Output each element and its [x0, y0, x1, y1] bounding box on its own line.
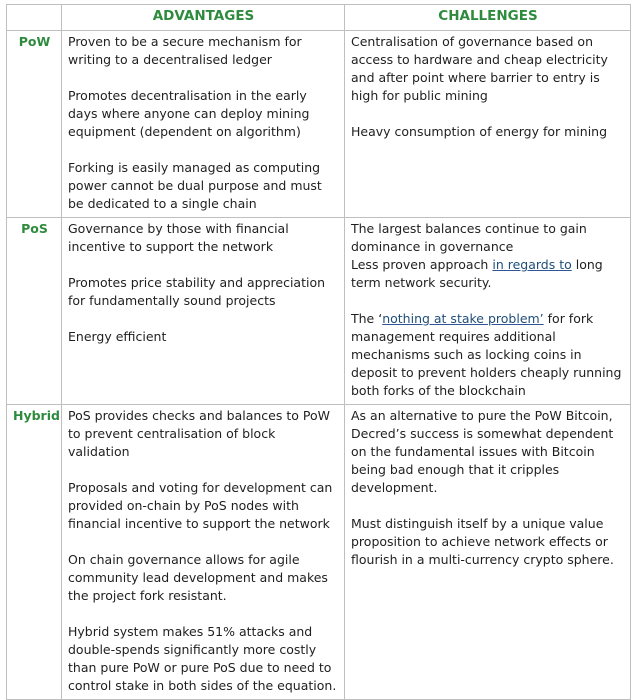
pos-challenge-1: [351, 220, 625, 292]
pos-advantages-cell: [62, 218, 345, 405]
header-row: [7, 5, 631, 31]
hybrid-advantages-cell: [62, 405, 345, 700]
row-label-pow: PoW: [7, 31, 62, 218]
corner-cell: [7, 5, 62, 31]
challenges-header: CHALLENGES: [345, 5, 631, 31]
pos-challenges-cell: [345, 218, 631, 405]
pos-challenge-2-post: for fork management requires additional mechanisms such as locking coins in deposit to prevent holders cheaply running both forks of the blockchain: [351, 311, 622, 398]
pow-challenge-2: Heavy consumption of energy for mining: [351, 124, 608, 139]
pow-advantage-2: Promotes decentralisation in the early days where anyone can deploy mining equipment (dependent on algorithm): [68, 88, 310, 139]
hybrid-advantage-3: On chain governance allows for agile community lead development and makes the project fork resistant.: [68, 552, 328, 603]
pos-advantage-2: Promotes price stability and appreciation for fundamentally sound projects: [68, 275, 326, 308]
pos-challenge-1-line1: The largest balances continue to gain dominance in governance: [351, 221, 587, 254]
pow-challenges-cell: [345, 31, 631, 218]
hybrid-challenge-1: As an alternative to pure the PoW Bitcoin, Decred’s success is somewhat dependent on the fundamental issues with Bitcoin being bad enough that it cripples development.: [351, 408, 614, 495]
pos-challenge-1-line2-post: long term network security.: [351, 257, 603, 290]
pos-challenge-2-pre: The ‘: [351, 311, 383, 326]
comparison-table: [6, 4, 631, 700]
hybrid-advantage-2: Proposals and voting for development can provided on-chain by PoS nodes with financial incentive to support the network: [68, 480, 333, 531]
table-row-pos: [7, 218, 631, 405]
row-label-hybrid: Hybrid: [7, 405, 62, 700]
hybrid-advantage-1: PoS provides checks and balances to PoW to prevent centralisation of block validation: [68, 408, 330, 459]
pow-advantage-1: Proven to be a secure mechanism for writing to a decentralised ledger: [68, 34, 302, 67]
advantages-header: ADVANTAGES: [62, 5, 345, 31]
pos-challenge-2: [351, 310, 625, 400]
table-row-pow: [7, 31, 631, 218]
pow-challenge-1: Centralisation of governance based on access to hardware and cheap electricity and after point where barrier to entry is high for public mining: [351, 34, 608, 103]
hybrid-challenges-cell: [345, 405, 631, 700]
pos-advantage-3: Energy efficient: [68, 329, 167, 344]
pos-challenge-1-line2-pre: Less proven approach: [351, 257, 493, 272]
hybrid-challenge-2: Must distinguish itself by a unique value proposition to achieve network effects or flourish in a multi-currency crypto sphere.: [351, 516, 614, 567]
nothing-at-stake-link[interactable]: nothing at stake problem’: [382, 311, 544, 326]
pow-advantage-3: Forking is easily managed as computing power cannot be dual purpose and must be dedicated to a single chain: [68, 160, 322, 211]
pow-advantages-cell: [62, 31, 345, 218]
pos-advantage-1: Governance by those with financial incentive to support the network: [68, 221, 289, 254]
hybrid-advantage-4: Hybrid system makes 51% attacks and double-spends significantly more costly than pure PoW or pure PoS due to need to control stake in both sides of the equation.: [68, 624, 337, 693]
in-regards-to-link[interactable]: in regards to: [492, 257, 572, 272]
row-label-pos: PoS: [7, 218, 62, 405]
table-row-hybrid: [7, 405, 631, 700]
